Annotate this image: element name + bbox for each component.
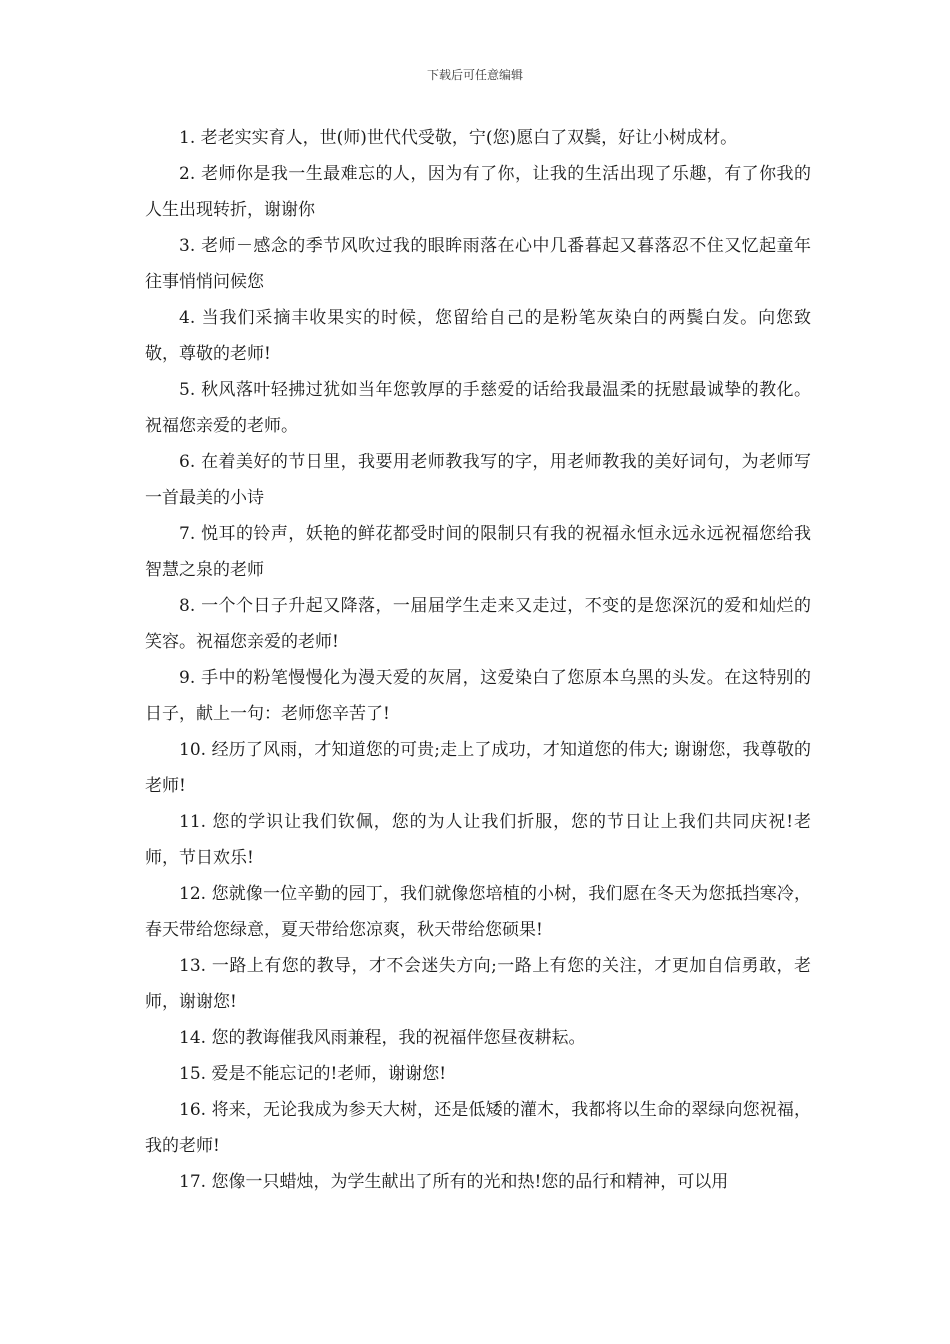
- list-item: 13. 一路上有您的教导，才不会迷失方向;一路上有您的关注，才更加自信勇敢，老师，谢谢您!: [145, 956, 811, 1012]
- list-item: 9. 手中的粉笔慢慢化为漫天爱的灰屑，这爱染白了您原本乌黑的头发。在这特别的日子，献上一句：老师您辛苦了!: [145, 668, 811, 724]
- list-item: 8. 一个个日子升起又降落，一届届学生走来又走过，不变的是您深沉的爱和灿烂的笑容。祝福您亲爱的老师!: [145, 596, 811, 652]
- list-item: 5. 秋风落叶轻拂过犹如当年您敦厚的手慈爱的话给我最温柔的抚慰最诚挚的教化。祝福您亲爱的老师。: [145, 380, 811, 436]
- list-item: 1. 老老实实育人，世(师)世代代受敬，宁(您)愿白了双鬓，好让小树成材。: [179, 128, 738, 148]
- list-item: 3. 老师－感念的季节风吹过我的眼眸雨落在心中几番暮起又暮落忍不住又忆起童年往事悄悄问候您: [145, 236, 811, 292]
- list-item: 4. 当我们采摘丰收果实的时候，您留给自己的是粉笔灰染白的两鬓白发。向您致敬，尊敬的老师!: [145, 308, 811, 364]
- list-item: 15. 爱是不能忘记的!老师，谢谢您!: [179, 1064, 447, 1084]
- list-item: 14. 您的教诲催我风雨兼程，我的祝福伴您昼夜耕耘。: [179, 1028, 586, 1048]
- list-item: 10. 经历了风雨，才知道您的可贵;走上了成功，才知道您的伟大; 谢谢您，我尊敬的老师!: [145, 740, 811, 796]
- list-item: 17. 您像一只蜡烛，为学生献出了所有的光和热!您的品行和精神，可以用: [179, 1172, 729, 1192]
- list-item: 11. 您的学识让我们钦佩，您的为人让我们折服，您的节日让上我们共同庆祝!老师，节日欢乐!: [145, 812, 811, 868]
- document-body: [145, 120, 811, 1200]
- list-item: 16. 将来，无论我成为参天大树，还是低矮的灌木，我都将以生命的翠绿向您祝福，我的老师!: [145, 1100, 811, 1156]
- list-item: 7. 悦耳的铃声，妖艳的鲜花都受时间的限制只有我的祝福永恒永远永远祝福您给我智慧之泉的老师: [145, 524, 811, 580]
- list-item: 12. 您就像一位辛勤的园丁，我们就像您培植的小树，我们愿在冬天为您抵挡寒冷，春天带给您绿意，夏天带给您凉爽，秋天带给您硕果!: [145, 884, 811, 940]
- list-item: 2. 老师你是我一生最难忘的人，因为有了你，让我的生活出现了乐趣，有了你我的人生出现转折，谢谢你: [145, 164, 811, 220]
- page-header: 下载后可任意编辑: [426, 68, 523, 82]
- list-item: 6. 在着美好的节日里，我要用老师教我写的字，用老师教我的美好词句，为老师写一首最美的小诗: [145, 452, 811, 508]
